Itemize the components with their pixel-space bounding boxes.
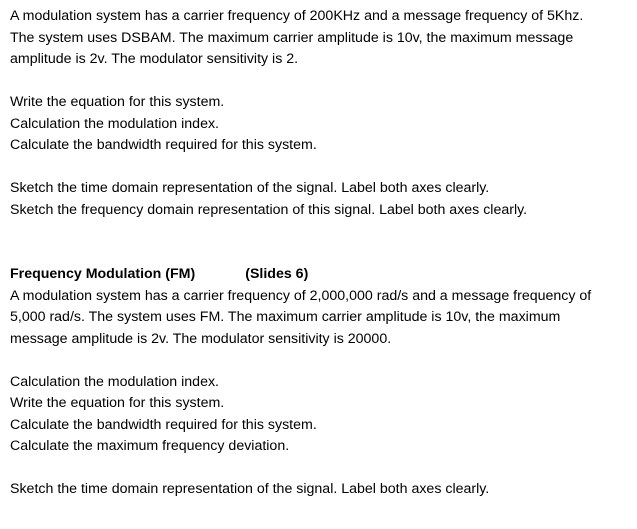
heading-title: Frequency Modulation (FM) — [10, 266, 196, 282]
text-line: 5,000 rad/s. The system uses FM. The maximum carrier amplitude is 10v, the maximum — [10, 309, 561, 325]
dsbam-task-list — [10, 92, 632, 157]
spacer — [10, 458, 632, 480]
task-line: Write the equation for this system. — [10, 94, 225, 110]
task-line: Calculate the maximum frequency deviation. — [10, 438, 290, 454]
fm-problem-statement — [10, 286, 632, 351]
spacer — [10, 243, 632, 265]
text-line: A modulation system has a carrier frequency of 2,000,000 rad/s and a message frequency of — [10, 287, 592, 304]
fm-sketch-tasks — [10, 479, 632, 501]
task-line: Sketch the frequency domain representation of this signal. Label both axes clearly. — [10, 201, 528, 218]
task-line: Calculate the bandwidth required for this system. — [10, 416, 317, 433]
task-line: Sketch the time domain representation of the signal. Label both axes clearly. — [10, 180, 490, 196]
spacer — [10, 221, 632, 243]
task-line: Calculation the modulation index. — [10, 373, 220, 390]
text-line: The system uses DSBAM. The maximum carrier amplitude is 10v, the maximum message — [10, 29, 574, 46]
spacer — [10, 350, 632, 372]
fm-task-list — [10, 372, 632, 458]
slides-reference: (Slides 6) — [245, 266, 309, 282]
document-page — [10, 6, 632, 501]
dsbam-problem-statement — [10, 6, 632, 71]
text-line: message amplitude is 2v. The modulator sensitivity is 20000. — [10, 330, 392, 347]
dsbam-sketch-tasks — [10, 178, 632, 221]
text-line: A modulation system has a carrier frequency of 200KHz and a message frequency of 5Khz. — [10, 8, 584, 24]
task-line: Write the equation for this system. — [10, 395, 225, 411]
section-heading — [10, 264, 632, 286]
task-line: Calculation the modulation index. — [10, 115, 220, 132]
spacer — [10, 157, 632, 179]
task-line: Calculate the bandwidth required for this system. — [10, 137, 317, 153]
spacer — [10, 71, 632, 93]
dsbam-section — [10, 6, 632, 221]
text-line: amplitude is 2v. The modulator sensitivity is 2. — [10, 51, 299, 67]
task-line: Sketch the time domain representation of the signal. Label both axes clearly. — [10, 481, 490, 497]
fm-section — [10, 264, 632, 501]
